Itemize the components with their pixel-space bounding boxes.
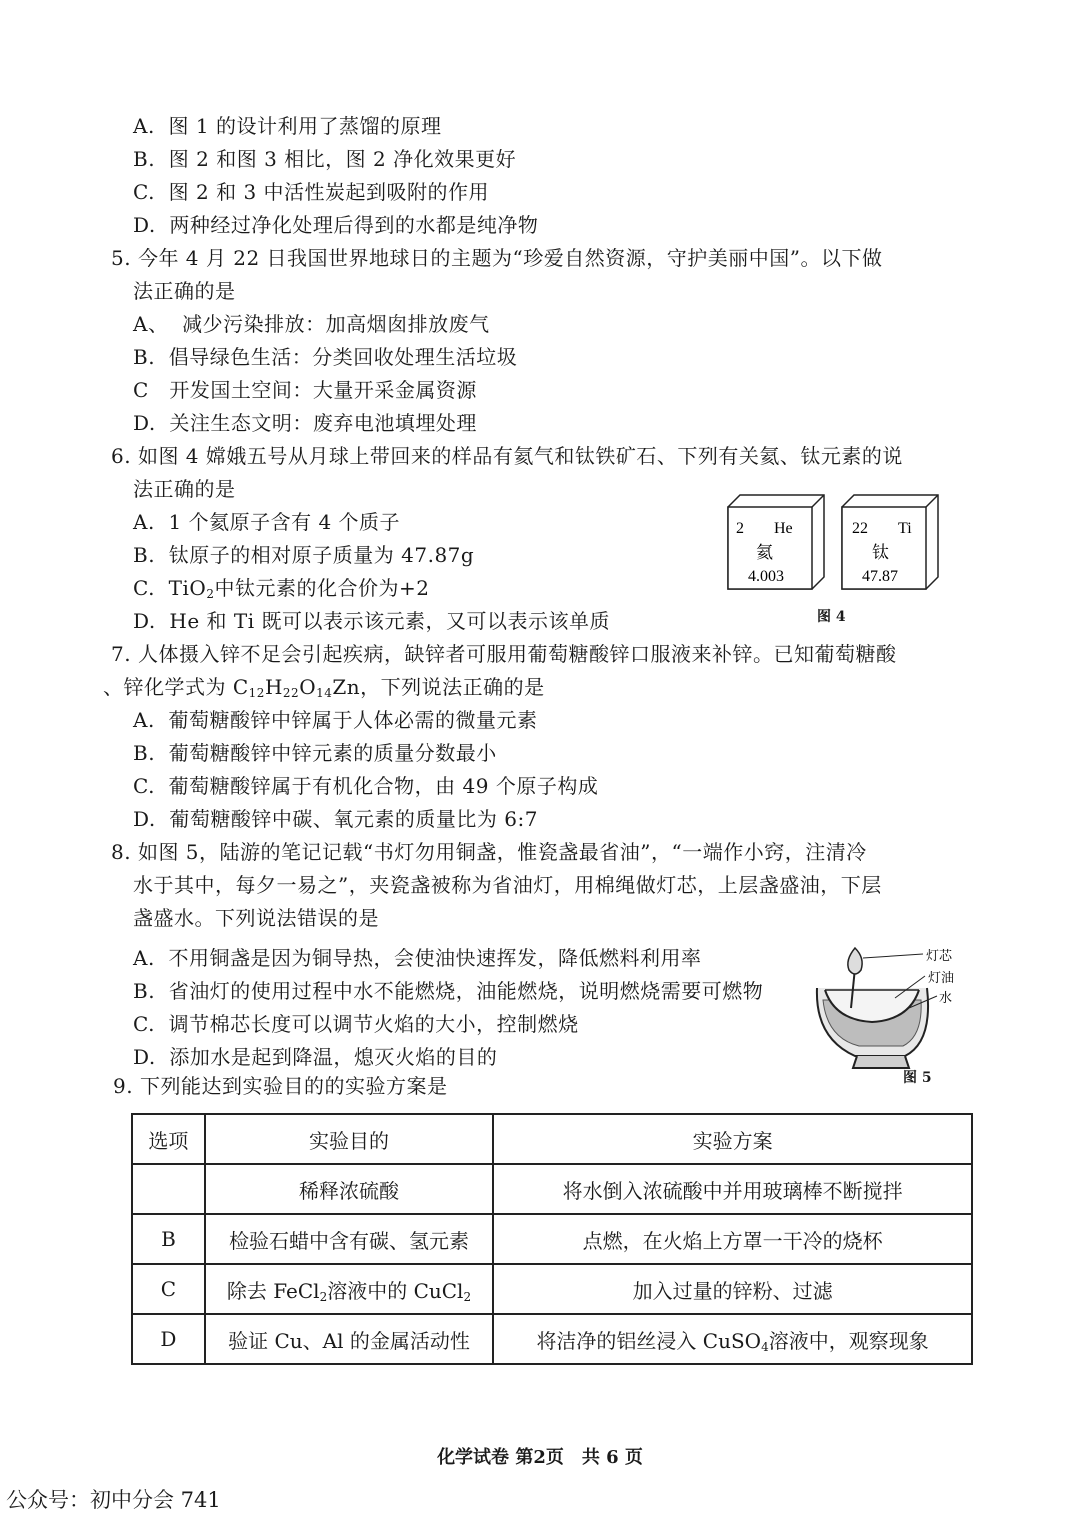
he-atomic-mass: 4.003 bbox=[748, 568, 784, 585]
q5-stem-line1: 5. 今年 4 月 22 日我国世界地球日的主题为“珍爱自然资源，守护美丽中国”。以下做 bbox=[111, 246, 883, 270]
row-plan: 点燃，在火焰上方罩一干冷的烧杯 bbox=[493, 1214, 972, 1264]
row-option bbox=[132, 1164, 205, 1214]
figure-4-caption: 图 4 bbox=[817, 609, 846, 625]
table-row bbox=[132, 1164, 972, 1214]
q7-option-d: D. 葡萄糖酸锌中碳、氧元素的质量比为 6:7 bbox=[133, 807, 538, 831]
row-plan: 加入过量的锌粉、过滤 bbox=[493, 1264, 972, 1314]
q5-option-b: B. 倡导绿色生活：分类回收处理生活垃圾 bbox=[133, 345, 518, 369]
table-row bbox=[132, 1264, 972, 1314]
q8-stem-line2: 水于其中，每夕一易之”，夹瓷盏被称为省油灯，用棉绳做灯芯，上层盏盛油，下层 bbox=[133, 873, 882, 897]
q6-option-a: A. 1 个氦原子含有 4 个质子 bbox=[133, 510, 401, 534]
row-option: B bbox=[132, 1214, 205, 1264]
q8-option-d: D. 添加水是起到降温，熄灭火焰的目的 bbox=[133, 1045, 498, 1069]
q5-stem-line2: 法正确的是 bbox=[133, 279, 236, 303]
he-atomic-number: 2 bbox=[736, 520, 744, 537]
table-row bbox=[132, 1314, 972, 1364]
q8-option-a: A. 不用铜盏是因为铜导热，会使油快速挥发，降低燃料利用率 bbox=[133, 946, 702, 970]
page-footer: 化学试卷 第2页 共 6 页 bbox=[437, 1447, 643, 1468]
q5-option-c: C 开发国土空间：大量开采金属资源 bbox=[133, 378, 477, 402]
q7-formula: $C_{12}H_{22}O_{14}Zn$ bbox=[232, 675, 361, 700]
row-goal: 检验石蜡中含有碳、氢元素 bbox=[205, 1214, 493, 1264]
q7-stem-line2: 、锌化学式为 $C_{12}H_{22}O_{14}Zn$，下列说法正确的是 bbox=[103, 675, 545, 700]
ti-atomic-number: 22 bbox=[852, 520, 868, 537]
row-option: D bbox=[132, 1314, 205, 1364]
q7-option-a: A. 葡萄糖酸锌中锌属于人体必需的微量元素 bbox=[133, 708, 538, 732]
q8-stem-line1: 8. 如图 5，陆游的笔记记载“书灯勿用铜盏，惟瓷盏最省油”，“一端作小窍，注清冷 bbox=[111, 840, 867, 864]
water-label: 水 bbox=[939, 991, 953, 1006]
q4-option-d: D. 两种经过净化处理后得到的水都是纯净物 bbox=[133, 213, 539, 237]
q8-option-c: C. 调节棉芯长度可以调节火焰的大小，控制燃烧 bbox=[133, 1012, 579, 1036]
header-plan: 实验方案 bbox=[493, 1114, 972, 1164]
oil-lamp-figure bbox=[805, 938, 975, 1077]
q6-option-b: B. 钛原子的相对原子质量为 47.87g bbox=[133, 543, 475, 567]
row-goal: 验证 Cu、Al 的金属活动性 bbox=[205, 1314, 493, 1364]
q7-option-b: B. 葡萄糖酸锌中锌元素的质量分数最小 bbox=[133, 741, 497, 765]
helium-element-card bbox=[726, 493, 826, 593]
q5-option-d: D. 关注生态文明：废弃电池填埋处理 bbox=[133, 411, 477, 435]
header-goal: 实验目的 bbox=[205, 1114, 493, 1164]
table-header-row bbox=[132, 1114, 972, 1164]
he-symbol: He bbox=[774, 520, 793, 537]
q6-stem-line2: 法正确的是 bbox=[133, 477, 236, 501]
titanium-element-card bbox=[840, 493, 940, 593]
q7-stem-line1: 7. 人体摄入锌不足会引起疾病，缺锌者可服用葡萄糖酸锌口服液来补锌。已知葡萄糖酸 bbox=[111, 642, 897, 666]
q6-stem-line1: 6. 如图 4 嫦娥五号从月球上带回来的样品有氦气和钛铁矿石、下列有关氦、钛元素的说 bbox=[111, 444, 903, 468]
ti-atomic-mass: 47.87 bbox=[862, 568, 898, 585]
experiment-table bbox=[131, 1113, 973, 1365]
row-plan: 将洁净的铝丝浸入 CuSO$_4$溶液中，观察现象 bbox=[493, 1314, 972, 1364]
q4-option-b: B. 图 2 和图 3 相比，图 2 净化效果更好 bbox=[133, 147, 517, 171]
q5-option-a: A、 减少污染排放：加高烟囱排放废气 bbox=[133, 312, 490, 336]
row-goal: 除去 FeCl$_2$溶液中的 CuCl$_2$ bbox=[205, 1264, 493, 1314]
table-row bbox=[132, 1214, 972, 1264]
header-option: 选项 bbox=[132, 1114, 205, 1164]
q4-option-c: C. 图 2 和 3 中活性炭起到吸附的作用 bbox=[133, 180, 490, 204]
ti-name: 钛 bbox=[872, 543, 889, 563]
q6-option-c: C. TiO$_2$中钛元素的化合价为+2 bbox=[133, 576, 430, 601]
he-name: 氦 bbox=[756, 543, 773, 563]
row-option: C bbox=[132, 1264, 205, 1314]
q7-option-c: C. 葡萄糖酸锌属于有机化合物，由 49 个原子构成 bbox=[133, 774, 599, 798]
q4-option-a: A. 图 1 的设计利用了蒸馏的原理 bbox=[133, 114, 442, 138]
row-goal: 稀释浓硫酸 bbox=[205, 1164, 493, 1214]
q6-option-d: D. He 和 Ti 既可以表示该元素，又可以表示该单质 bbox=[133, 609, 610, 633]
wick-label: 灯芯 bbox=[926, 949, 953, 964]
watermark-text: 公众号：初中分会 741 bbox=[6, 1488, 221, 1512]
q9-stem: 9. 下列能达到实验目的的实验方案是 bbox=[113, 1074, 448, 1098]
row-plan: 将水倒入浓硫酸中并用玻璃棒不断搅拌 bbox=[493, 1164, 972, 1214]
figure-5-caption: 图 5 bbox=[903, 1070, 932, 1086]
oil-label: 灯油 bbox=[928, 971, 955, 986]
q8-option-b: B. 省油灯的使用过程中水不能燃烧，油能燃烧，说明燃烧需要可燃物 bbox=[133, 979, 764, 1003]
q8-stem-line3: 盏盛水。下列说法错误的是 bbox=[133, 906, 379, 930]
ti-symbol: Ti bbox=[898, 520, 912, 537]
